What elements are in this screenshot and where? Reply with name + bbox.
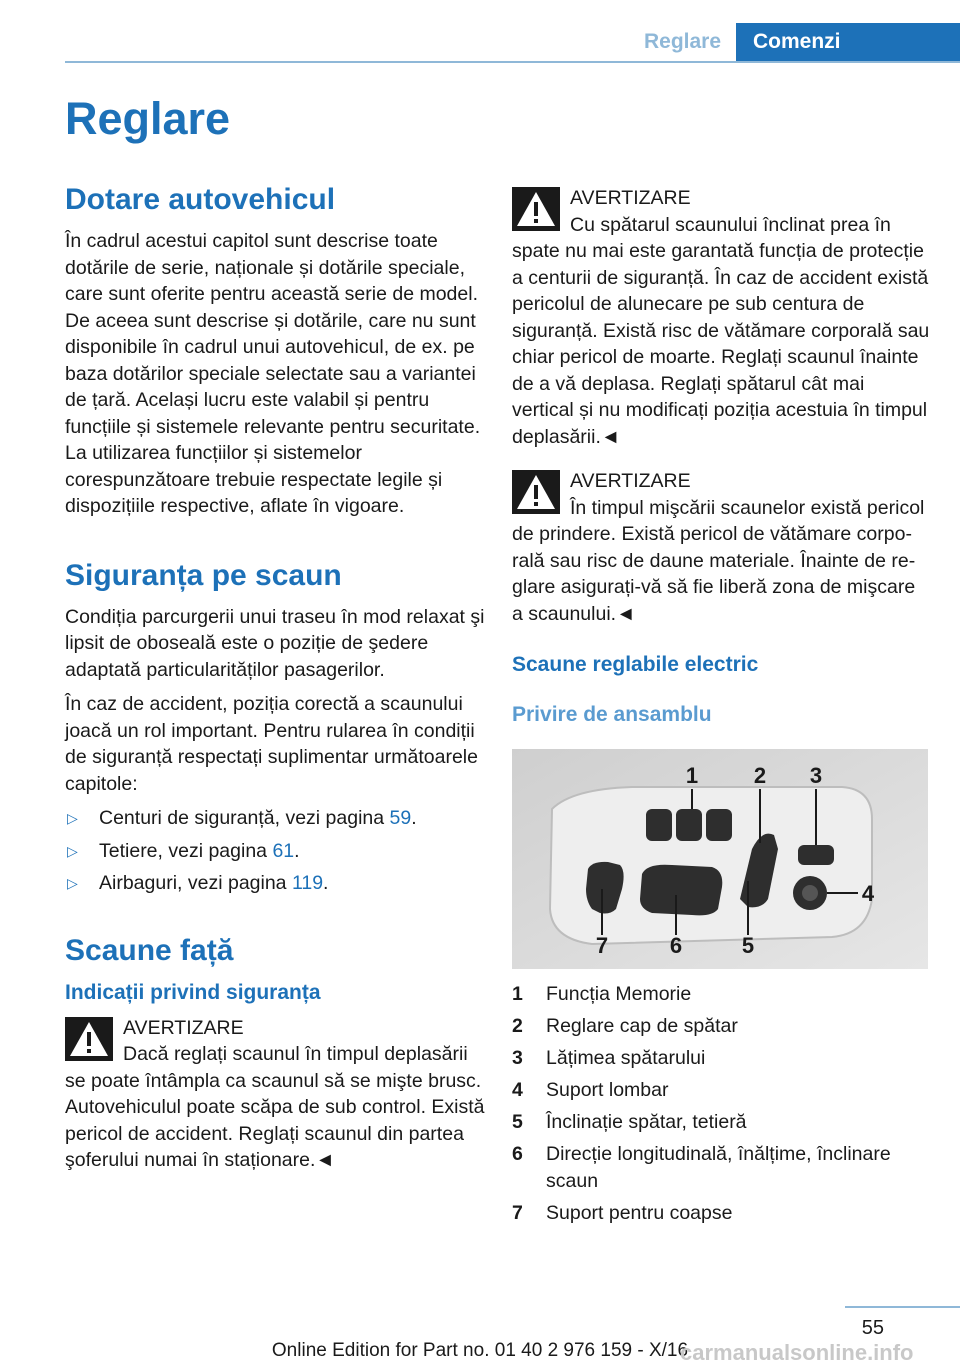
heading-siguranta: Siguranța pe scaun [65,558,342,592]
figure-label-1: 1 [685,763,699,788]
legend-item: 1 Funcția Memorie [512,983,692,1005]
heading-indicatii: Indicații privind siguranța [65,980,321,1004]
legend-item: 6 Direcție longitudinală, înălțime, înclinare scaun [512,1143,891,1192]
figure-label-5: 5 [741,933,755,958]
warning-title: AVERTIZARE [570,187,691,209]
warning-box [65,1015,485,1174]
warning-text: Dacă reglați scaunul în timpul deplasării se poate întâmpla ca scaunul să se mişte brusc. Autovehiculul poate scăpa de sub control. Există pericol de accident. Reglați scaunul din partea şoferului numai în staționare.◄ [65,1043,485,1171]
heading-scaune-electric: Scaune reglabile electric [512,653,759,676]
heading-dotare: Dotare autovehicul [65,183,336,216]
page-link[interactable]: 61 [272,839,295,862]
dotare-text: În cadrul acestui capitol sunt descrise toate dotările de serie, naționale și dotările speciale, care sunt oferite pentru această serie de model. De aceea sunt descrise și dotările, care nu sunt disponibile în cadrul unui autovehicul, de ex. pe baza dotărilor speciale selectate sau a variantei de țară. Același lucru este valabil și pentru funcțiile și sistemele relevante pentru securitate. La utilizarea funcțiilor și sistemelor corespunzătoare trebuie respectate legile și dispozițiile respective, aflate în vigoare. [65,230,481,517]
warning-icon [512,470,560,514]
legend-item: 7 Suport pentru coapse [512,1201,733,1224]
bullet-triangle-icon: ▷ [67,842,78,859]
warning-box [512,185,930,450]
legend-item: 4 Suport lombar [512,1079,669,1101]
figure-label-2: 2 [753,763,767,788]
watermark: carmanualsonline.info [680,1340,914,1365]
seat-controls-figure [512,749,928,969]
footer-rule [845,1306,960,1308]
warning-title: AVERTIZARE [570,470,691,492]
legend-item: 2 Reglare cap de spătar [512,1015,738,1037]
heading-privire-ansamblu: Privire de ansamblu [512,703,712,726]
list-item: ▷ Tetiere, vezi pagina 61. [65,838,485,865]
header-rule [65,61,960,63]
header-tab-section[interactable]: Reglare [643,30,722,53]
seat-controls-illustration [512,749,928,969]
warning-icon [512,187,560,231]
page-link[interactable]: 119 [291,872,324,894]
page-link[interactable]: 59 [389,807,412,829]
right-column [512,185,930,1232]
warning-title: AVERTIZARE [123,1016,244,1039]
bullet-triangle-icon: ▷ [67,875,78,891]
page-number: 55 [861,1317,884,1339]
footer-text: Online Edition for Part no. 01 40 2 976 159 - X/16 [271,1340,689,1361]
figure-legend [512,981,930,1226]
legend-item: 5 Înclinație spătar, tetieră [512,1111,747,1133]
warning-text: În timpul mişcării scaunelor există pericol de prindere. Există pericol de vătămare corporală sau risc de daune materiale. Înainte de reglare asigurați-vă să fie liberă zona de mişcare a scaunului.◄ [512,496,925,625]
figure-label-4: 4 [861,881,875,906]
siguranta-paragraph-1: Condiția parcurgerii unui traseu în mod relaxat şi lipsit de oboseală este o poziție de şedere adaptată particularităților pasagerilor. [65,605,485,681]
warning-box [512,468,930,627]
bullet-triangle-icon: ▷ [67,810,78,826]
warning-text: Cu spătarul scaunului înclinat prea în spate nu mai este garantată funcția de protecție a centurii de siguranță. În caz de accident există pericolul de alunecare pe sub centura de siguranță. Există risc de vătămare corporală sau chiar pericol de moarte. Reglați scaunul înainte de a vă deplasa. Reglați spătarul cât mai vertical și nu modificați poziția acestuia în timpul deplasării.◄ [512,213,930,448]
reference-list [65,805,485,897]
page-title: Reglare [65,93,231,144]
list-item: ▷ Airbaguri, vezi pagina 119. [65,870,485,897]
figure-label-3: 3 [809,763,823,788]
figure-label-6: 6 [669,933,683,958]
warning-icon [65,1017,113,1061]
header-tab-chapter[interactable]: Comenzi [736,23,960,61]
heading-scaune-fata: Scaune față [65,933,234,967]
siguranta-paragraph-2: În caz de accident, poziția corectă a scaunului joacă un rol important. Pentru rularea în condiții de siguranță respectați suplimentar următoarele capitole: [65,693,478,795]
left-column [65,182,485,1184]
legend-item: 3 Lățimea spătarului [512,1047,706,1069]
figure-label-7: 7 [595,933,609,958]
list-item: ▷ Centuri de siguranță, vezi pagina 59. [65,805,485,832]
